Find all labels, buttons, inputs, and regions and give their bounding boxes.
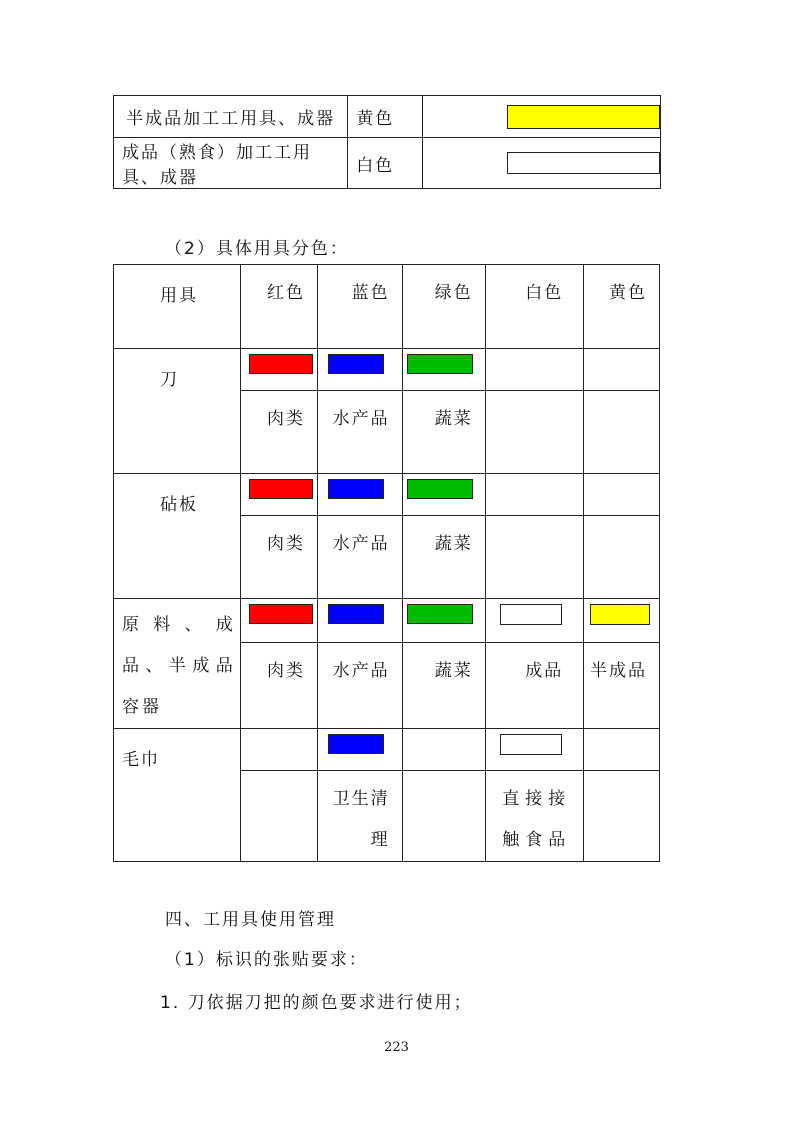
red-cell — [240, 474, 317, 516]
white-swatch — [500, 734, 562, 755]
color-cell: 黄色 — [348, 96, 423, 138]
item-containers-label: 原料、成品、半成品容器 — [122, 615, 236, 717]
item-cutting-board: 砧板 — [114, 474, 241, 599]
label-red: 肉类 — [240, 642, 317, 728]
label-green: 蔬菜 — [402, 391, 485, 474]
header-blue: 蓝色 — [317, 265, 402, 349]
label-green — [402, 771, 485, 862]
header-tools: 用具 — [114, 265, 241, 349]
header-red: 红色 — [240, 265, 317, 349]
label-yellow — [584, 516, 660, 599]
label-red: 肉类 — [240, 516, 317, 599]
green-cell — [402, 599, 485, 643]
label-white: 直接接触食品 — [485, 771, 584, 862]
red-swatch — [249, 354, 313, 374]
label-yellow — [584, 771, 660, 862]
red-swatch — [249, 604, 313, 624]
label-green: 蔬菜 — [402, 516, 485, 599]
blue-swatch — [328, 479, 384, 499]
blue-cell — [317, 599, 402, 643]
yellow-swatch — [507, 105, 660, 129]
blue-cell — [317, 474, 402, 516]
label-blue: 水产品 — [317, 391, 402, 474]
green-swatch — [407, 604, 473, 624]
green-swatch — [407, 354, 473, 374]
label-yellow: 半成品 — [584, 642, 660, 728]
yellow-cell — [584, 599, 660, 643]
header-yellow: 黄色 — [584, 265, 660, 349]
table-row — [114, 349, 660, 391]
page-number: 223 — [384, 1040, 409, 1055]
item-cell: 半成品加工工用具、成器 — [114, 96, 348, 138]
table-row — [114, 474, 660, 516]
item-containers — [114, 599, 241, 729]
section-title: 四、工用具使用管理 — [165, 910, 336, 930]
blue-swatch — [328, 354, 384, 374]
blue-cell — [317, 349, 402, 391]
red-cell — [240, 729, 317, 771]
item-knife: 刀 — [114, 349, 241, 474]
label-red: 肉类 — [240, 391, 317, 474]
green-cell — [402, 349, 485, 391]
header-row — [114, 265, 660, 349]
tool-color-table — [113, 264, 660, 862]
green-cell — [402, 474, 485, 516]
blue-cell — [317, 729, 402, 771]
section-title: （2）具体用具分色： — [165, 239, 349, 259]
color-cell: 白色 — [348, 138, 423, 189]
white-cell — [485, 729, 584, 771]
label-blue: 水产品 — [317, 642, 402, 728]
white-swatch — [507, 152, 660, 174]
white-cell — [485, 474, 584, 516]
label-yellow — [584, 391, 660, 474]
swatch-cell — [422, 96, 660, 138]
item-towel: 毛巾 — [114, 729, 241, 862]
label-blue: 卫生清理 — [317, 771, 402, 862]
label-white — [485, 516, 584, 599]
blue-swatch — [328, 734, 384, 754]
header-white: 白色 — [485, 265, 584, 349]
yellow-cell — [584, 729, 660, 771]
yellow-swatch — [590, 604, 650, 625]
table-row — [114, 729, 660, 771]
green-cell — [402, 729, 485, 771]
swatch-cell — [422, 138, 660, 189]
green-swatch — [407, 479, 473, 499]
red-cell — [240, 349, 317, 391]
paragraph: （1）标识的张贴要求： — [165, 950, 368, 970]
label-blue: 水产品 — [317, 516, 402, 599]
header-green: 绿色 — [402, 265, 485, 349]
white-cell — [485, 349, 584, 391]
yellow-cell — [584, 474, 660, 516]
red-cell — [240, 599, 317, 643]
label-white: 成品 — [485, 642, 584, 728]
label-white — [485, 391, 584, 474]
table-row — [114, 96, 661, 138]
yellow-cell — [584, 349, 660, 391]
white-swatch — [500, 604, 562, 625]
color-assignment-table — [113, 95, 661, 189]
table-row — [114, 138, 661, 189]
item-cell: 成品（熟食）加工工用具、成器 — [114, 138, 348, 189]
blue-swatch — [328, 604, 384, 624]
red-swatch — [249, 479, 313, 499]
label-green: 蔬菜 — [402, 642, 485, 728]
white-cell — [485, 599, 584, 643]
label-red — [240, 771, 317, 862]
table-row — [114, 599, 660, 643]
paragraph: 1. 刀依据刀把的颜色要求进行使用； — [160, 993, 473, 1013]
